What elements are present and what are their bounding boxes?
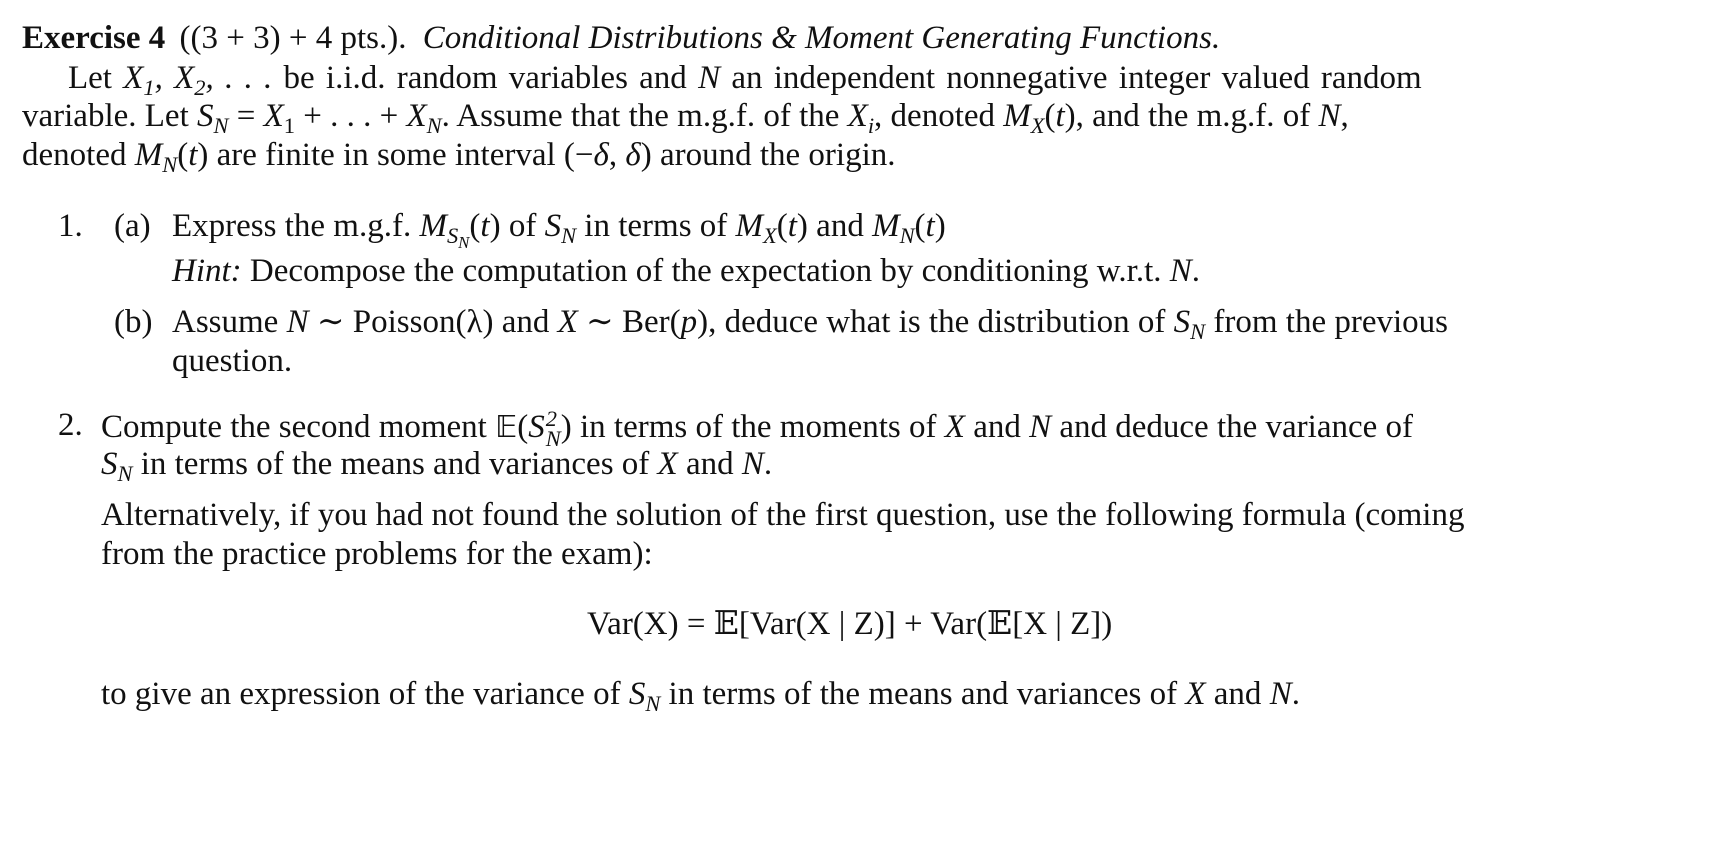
math-msn: $M_{S_N}$ (419, 208, 470, 252)
q1a-label: (a) (114, 208, 151, 244)
math-mn: $M_N$ (134, 137, 178, 177)
math-interval: (−δ, δ) (563, 137, 652, 173)
exercise-header (22, 22, 1220, 55)
q1b-label: (b) (114, 304, 153, 340)
q2-text-1: Compute the second moment 𝔼(S 2 N ) in terms of the moments of X and N and deduce the variance of (101, 406, 1413, 452)
hint-label: Hint: (172, 253, 242, 289)
math-xi: $X_i$ (847, 98, 875, 138)
q1-number: 1. (58, 208, 83, 244)
exercise-label: Exercise 4 (22, 20, 166, 56)
intro-line-2: variable. Let $S_N = X_1$ + . . . + $X_N$. Assume that the m.g.f. of the $X_i$, denoted $M_X(t)$, and the m.g.f. of N, (22, 98, 1349, 138)
q1a-text: Express the m.g.f. $M_{S_N}(t)$ of $S_N$ in terms of $M_X(t)$ and $M_N(t)$ (172, 208, 946, 252)
q1b-text: Assume N ∼ Poisson(λ) and X ∼ Ber(p), deduce what is the distribution of $S_N$ from the previous (172, 304, 1448, 344)
q2-alt-line-1: Alternatively, if you had not found the solution of the first question, use the following formula (coming (101, 497, 1465, 533)
q2-end-line: to give an expression of the variance of $S_N$ in terms of the means and variances of X and N. (101, 676, 1300, 716)
q2-number: 2. (58, 407, 83, 443)
math-sn-def: $S_N$ (197, 98, 229, 138)
math-n: N (698, 60, 721, 96)
math-second-moment: 𝔼(S 2 N ) (495, 406, 572, 452)
math-mx: $M_X$ (1003, 98, 1045, 138)
intro-line-1: Let $X_1$, $X_2$, . . . be i.i.d. random variables and N an independent nonnegative integer valued random (68, 60, 1422, 100)
variance-formula: Var(X) = 𝔼[Var(X | Z)] + Var(𝔼[X | Z]) (587, 606, 1113, 642)
q2-alt-line-2: from the practice problems for the exam): (101, 536, 653, 572)
q1b-text-cont: question. (172, 343, 293, 379)
math-x-sequence: $X_1$, $X_2$, . . . (123, 60, 273, 100)
intro-line-3: denoted $M_N(t)$ are finite in some interval (−δ, δ) around the origin. (22, 137, 896, 177)
q1a-hint: Hint: Decompose the computation of the expectation by conditioning w.r.t. N. (172, 253, 1200, 289)
q2-text-2: $S_N$ in terms of the means and variances of X and N. (101, 446, 773, 486)
exercise-points: ((3 + 3) + 4 pts.). (179, 20, 407, 56)
exercise-title: Conditional Distributions & Moment Generating Functions. (422, 20, 1221, 56)
